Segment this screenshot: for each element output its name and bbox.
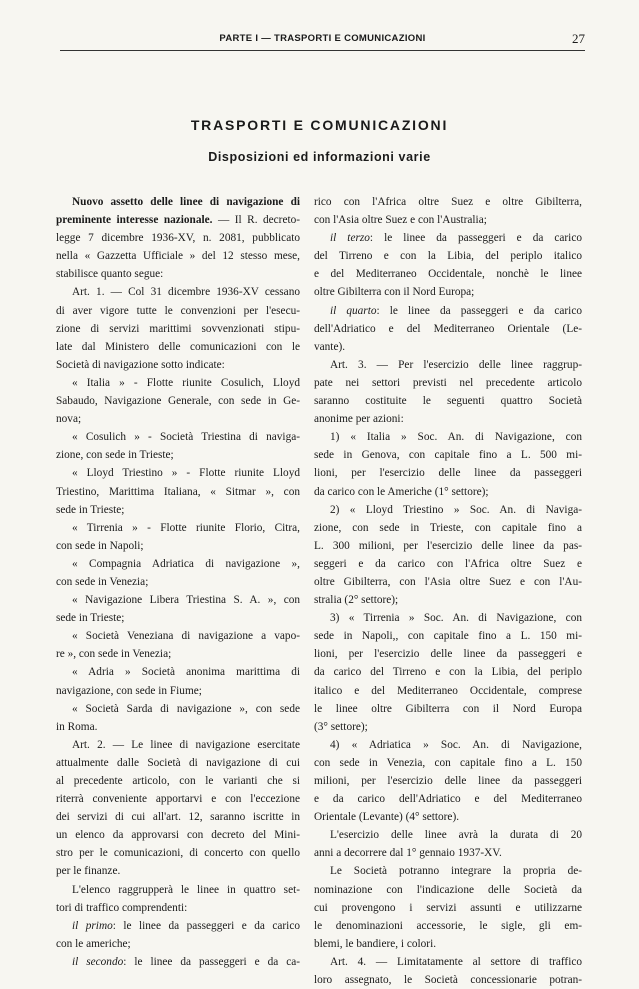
text-line: nominazione con l'indicazione delle Società da [314,883,582,896]
text-line: « Adria » Società anonima marittima di [72,666,300,679]
running-title: PARTE I — TRASPORTI E COMUNICAZIONI [219,33,426,44]
text-line: riterrà conveniente apportarvi e con l'eccezione [56,793,300,806]
text-line: « Cosulich » - Società Triestina di naviga- [72,431,300,444]
text-line: le linee oltre Gibilterra con il Nord Europa [314,702,582,715]
text-line: le denominazioni accessorie, le sigle, gli em- [314,919,582,932]
text-line: Art. 4. — Limitatamente al settore di traffico [330,955,582,968]
text-line: attualmente dalle Società di navigazione di cui [56,756,300,769]
text-line: « Italia » - Flotte riunite Cosulich, Lloyd [72,376,300,389]
text-line: anni a decorrere dal 1° gennaio 1937-XV. [314,847,502,860]
text-line: stro per le comunicazioni, di concerto con quello [56,847,300,860]
text-line: oltre Gibilterra con il Nord Europa; [314,286,475,299]
text-line: seggeri e da carico con l'Africa oltre Suez e [314,557,582,570]
text-line: e del Mediterraneo Occidentale, nonchè le linee [314,268,582,281]
text-line: 3) « Tirrenia » Soc. An. di Navigazione, con [330,612,582,625]
text-line: Art. 1. — Col 31 dicembre 1936-XV cessano [72,286,300,299]
text-line: zione, con sede in Trieste; [56,449,174,462]
text-line: nova; [56,413,82,426]
text-line: saranno costituite le seguenti quattro Società [314,395,582,408]
text-line: lioni, per l'esercizio delle linee da passeggeri [314,467,582,480]
text-line: « Compagnia Adriatica di navigazione », [72,557,300,570]
text-line: 1) « Italia » Soc. An. di Navigazione, con [330,431,582,444]
text-line: tori di traffico comprendenti: [56,901,188,914]
text-line: « Società Sarda di navigazione », con sede [72,702,300,715]
text-line: milioni, per l'esercizio delle linee da passeggeri [314,775,582,787]
text-line: sede in Trieste; [56,503,125,516]
text-line: del Tirreno e con la Libia, del periplo italico [314,250,582,263]
text-line: Le Società potranno integrare la propria de- [330,865,582,878]
text-line: 2) « Lloyd Triestino » Soc. An. di Naviga- [330,503,582,516]
text-line: al precedente articolo, con le varianti che si [56,775,300,787]
text-line: L'esercizio delle linee avrà la durata di 20 [330,829,582,842]
text-line [56,953,300,971]
text-line: con sede in Napoli; [56,539,144,552]
text-line: vante). [314,340,346,353]
text-line: un elenco da approvarsi con decreto del Mini- [56,829,300,842]
text-line: per le finanze. [56,865,121,878]
text-line: con sede in Venezia; [56,575,149,588]
text-line: navigazione, con sede in Fiume; [56,684,202,697]
text-line: dell'Adriatico e del Mediterraneo Orientale (Le- [314,322,582,335]
text-line: Art. 3. — Per l'esercizio delle linee raggrup- [330,358,582,371]
line-text: : le linee da passeggeri e da carico [112,919,300,932]
text-line: zione di servizi marittimi sovvenzionati stipu- [56,322,300,335]
text-line: Art. 2. — Le linee di navigazione esercitate [72,738,300,751]
text-line: pate nei settori previsti nel precedente articolo [314,376,582,389]
text-line: e da carico dell'Adriatico e del Mediterraneo [314,793,582,806]
text-line: stralia (2° settore); [314,594,399,607]
text-line: Sabaudo, Navigazione Generale, con sede in Ge- [56,395,300,408]
text-line: sede in Napoli,, con capitale fino a L. 150 mi- [314,630,582,643]
text-line: Triestino, Marittima Italiana, « Sitmar », con [56,485,300,498]
text-line: con l'Asia oltre Suez e con l'Australia; [314,214,487,227]
text-line: « Società Veneziana di navigazione a vapo- [72,630,300,643]
text-line: di aver vigore tutte le convenzioni per l'esecu- [56,304,300,317]
text-line: zione, con sede in Trieste, con capitale fino a [314,521,582,534]
line-text: : le linee da passeggeri e da carico [369,232,582,245]
text-line: nella « Gazzetta Ufficiale » del 12 stesso mese, [56,250,300,263]
text-line [314,302,582,320]
text-line: da carico con le Americhe (1° settore); [314,485,489,498]
section-title: TRASPORTI E COMUNICAZIONI [190,117,449,133]
page-number: 27 [572,31,585,46]
sector-label: il quarto [330,304,377,317]
text-line: dei servizi di cui all'art. 12, saranno iscritte in [56,811,300,824]
line-text: : le linee da passeggeri e da ca- [123,955,300,968]
section-subtitle: Disposizioni ed informazioni varie [208,150,431,164]
sector-label: il terzo [330,232,370,245]
text-line: italico e del Mediterraneo Occidentale, comprese [314,684,582,697]
text-line: 4) « Adriatica » Soc. An. di Navigazione, [330,738,582,751]
text-line: Nuovo assetto delle linee di navigazione di [72,196,300,208]
text-line: legge 7 dicembre 1936-XV, n. 2081, pubblicato [56,232,300,245]
text-line [314,229,582,247]
text-line: anonime per azioni: [314,413,404,426]
text-line: Società di navigazione sotto indicate: [56,358,225,371]
text-line: loro assegnato, le Società concessionarie potran- [314,974,582,987]
text-line: blemi, le bandiere, i colori. [314,937,437,950]
text-line: sede in Genova, con capitale fino a L. 500 mi- [314,449,582,462]
text-line: cui provengono i servizi assunti e utilizzarne [314,901,582,914]
text-line: L'elenco raggrupperà le linee in quattro set- [72,883,300,896]
text-line: con le americhe; [56,937,131,950]
text-line: « Tirrenia » - Flotte riunite Florio, Citra, [72,521,300,534]
running-header [60,30,585,51]
sector-label: il primo [72,919,113,932]
text-line: re », con sede in Venezia; [56,648,172,661]
text-line: « Navigazione Libera Triestina S. A. », con [72,594,300,607]
text-line: preminente interesse nazionale. — Il R. decreto- [56,214,300,227]
sector-label: il secondo [72,955,124,968]
text-line: sede in Trieste; [56,612,125,625]
text-line: « Lloyd Triestino » - Flotte riunite Lloyd [72,467,300,480]
text-line: Orientale (Levante) (4° settore). [314,811,460,824]
text-line: con sede in Venezia, con capitale fino a L. 150 [314,756,582,769]
left-column [56,193,300,971]
text-line: oltre Gibilterra, con l'Asia oltre Suez e con l'Au- [314,575,582,588]
text-line [56,917,300,935]
text-line: rico con l'Africa oltre Suez e oltre Gibilterra, [314,196,582,208]
text-line: stabilisce quanto segue: [56,268,164,281]
line-text: : le linee da passeggeri e da carico [376,304,582,317]
text-line: in Roma. [56,720,98,733]
text-line: da carico del Tirreno e con la Libia, del periplo [314,666,582,679]
text-line: L. 300 milioni, per l'esercizio delle linee da pas- [314,539,582,552]
right-column [314,193,582,989]
text-line: lioni, per l'esercizio delle linee da passeggeri e [314,648,582,661]
text-line: (3° settore); [314,720,368,733]
text-line: late dal Ministero delle comunicazioni con le [56,340,300,353]
